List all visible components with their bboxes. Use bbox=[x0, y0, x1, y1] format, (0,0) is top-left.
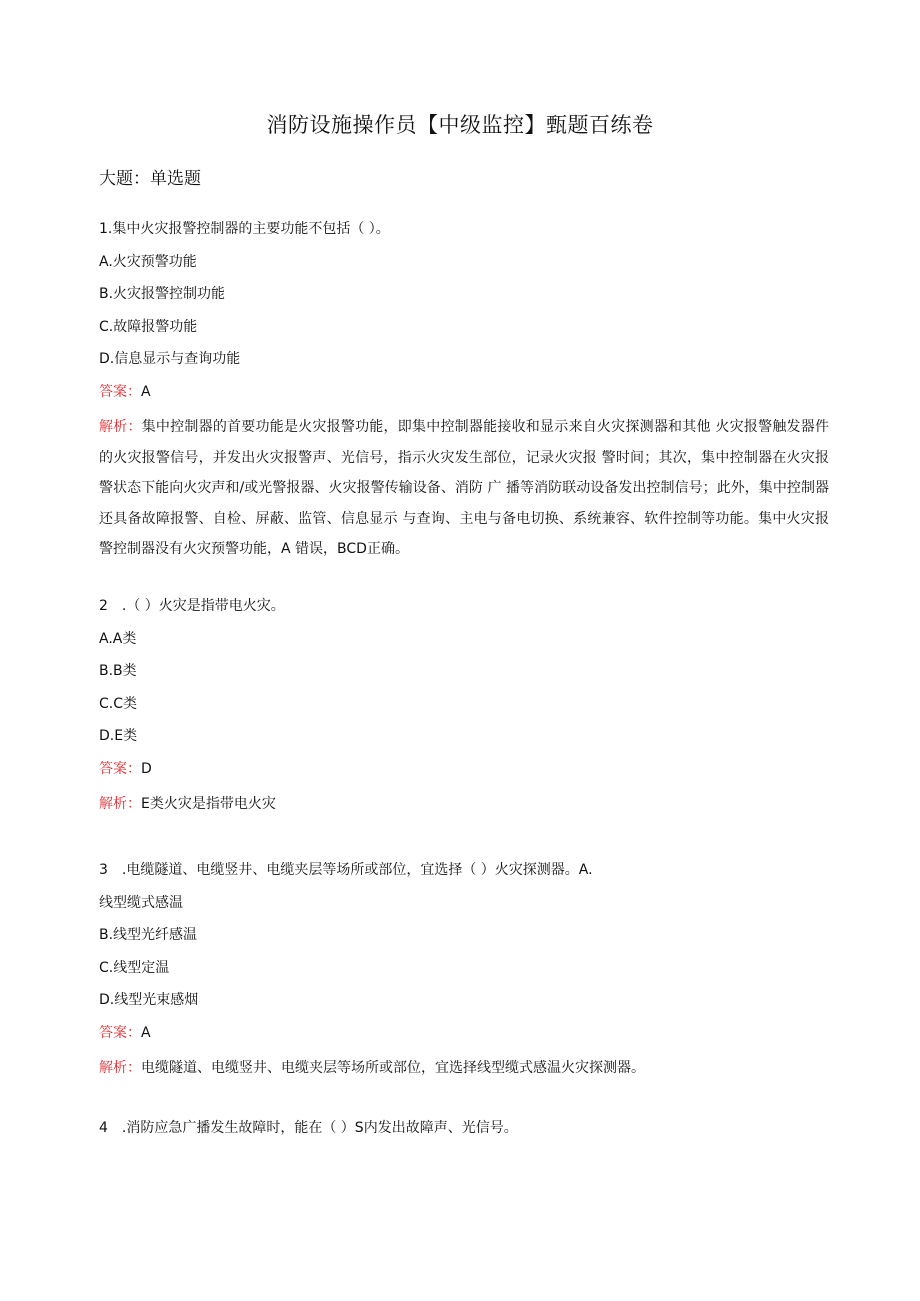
document-title: 消防设施操作员【中级监控】甄题百练卷 bbox=[266, 113, 654, 137]
option-d: D.E类 bbox=[99, 728, 138, 744]
section-title: 大题：单选题 bbox=[99, 169, 201, 189]
question-stem-continuation: 线型缆式感温 bbox=[99, 894, 183, 911]
answer-label: 答案： bbox=[99, 383, 141, 400]
analysis-label: 解析： bbox=[99, 419, 142, 435]
question-3 bbox=[99, 858, 829, 1084]
option-d: D.线型光束感烟 bbox=[99, 992, 199, 1008]
answer-value: A bbox=[141, 1024, 151, 1041]
question-4 bbox=[99, 1116, 829, 1149]
option-c: C.故障报警功能 bbox=[99, 318, 198, 335]
analysis-text: E类火灾是指带电火灾 bbox=[141, 796, 276, 812]
option-d: D.信息显示与查询功能 bbox=[99, 351, 241, 367]
question-stem: 3 .电缆隧道、电缆竖井、电缆夹层等场所或部位，宜选择（ ）火灾探测器。A. bbox=[99, 862, 593, 878]
question-stem: 2 .（ ）火灾是指带电火灾。 bbox=[99, 598, 285, 614]
option-a: A.火灾预警功能 bbox=[99, 253, 197, 270]
question-1 bbox=[99, 217, 829, 565]
answer-line bbox=[99, 380, 829, 413]
question-stem: 1.集中火灾报警控制器的主要功能不包括（ ）。 bbox=[99, 221, 390, 237]
option-b: B.线型光纤感温 bbox=[99, 927, 198, 943]
analysis-text: 电缆隧道、电缆竖井、电缆夹层等场所或部位，宜选择线型缆式感温火灾探测器。 bbox=[141, 1060, 645, 1076]
analysis-label: 解析： bbox=[99, 1060, 141, 1076]
option-c: C.C类 bbox=[99, 695, 138, 712]
analysis-label: 解析： bbox=[99, 796, 141, 812]
question-2 bbox=[99, 594, 829, 820]
answer-value: D bbox=[141, 760, 152, 777]
analysis bbox=[99, 412, 829, 565]
option-c: C.线型定温 bbox=[99, 959, 170, 976]
answer-value: A bbox=[141, 383, 151, 400]
answer-label: 答案： bbox=[99, 1024, 141, 1041]
answer-label: 答案： bbox=[99, 760, 141, 777]
answer-line bbox=[99, 757, 829, 790]
answer-line bbox=[99, 1021, 829, 1054]
analysis bbox=[99, 789, 829, 820]
option-b: B.火灾报警控制功能 bbox=[99, 286, 226, 302]
analysis bbox=[99, 1053, 829, 1084]
question-stem: 4 .消防应急广播发生故障时，能在（ ）S内发出故障声、光信号。 bbox=[99, 1120, 518, 1136]
option-b: B.B类 bbox=[99, 663, 137, 679]
analysis-text: 集中控制器的首要功能是火灾报警功能，即集中控制器能接收和显示来自火灾探测器和其他 火灾报警触发器件的火灾报警信号，并发出火灾报警声、光信号，指示火灾发生部位，记录火灾报 警时间；其次，集中控制器在火灾报警状态下能向火灾声和/或光警报器、火灾报警传输设备、消防 广 播等消防联动设备发出控制信号；此外，集中控制器还具备故障报警、自检、屏蔽、监管、信息显示 与查询、主电与备电切换、系统兼容、软件控制等功能。集中火灾报警控制器没有火灾预警功能，A 错误，BCD正确。 bbox=[99, 419, 830, 557]
option-a: A.A类 bbox=[99, 630, 137, 647]
